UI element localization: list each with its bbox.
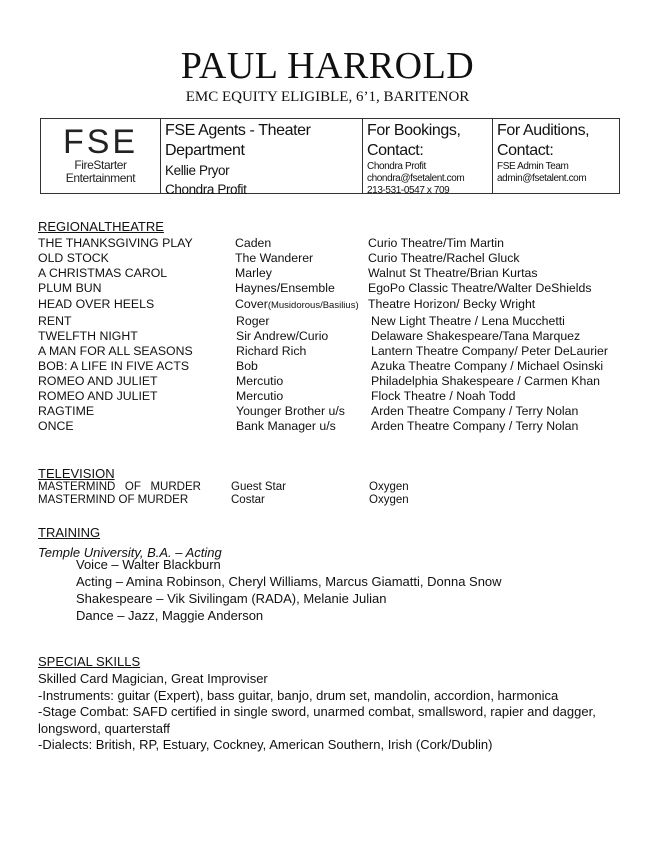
show-title: ROMEO AND JULIET <box>38 374 158 388</box>
role: Guest Star <box>231 481 286 493</box>
show-title: BOB: A LIFE IN FIVE ACTS <box>38 359 190 373</box>
network: Oxygen <box>369 494 409 506</box>
role-name: The Wanderer <box>235 251 314 265</box>
company-director: Philadelphia Shakespeare / Carmen Khan <box>371 374 601 388</box>
company-director: Flock Theatre / Noah Todd <box>371 389 516 403</box>
show-title: TWELFTH NIGHT <box>38 329 138 343</box>
role <box>235 281 335 295</box>
table-row <box>0 297 655 312</box>
bookings-cell <box>363 119 493 196</box>
role <box>236 359 258 373</box>
auditions-title: For Auditions, Contact: <box>497 122 590 159</box>
role <box>236 314 270 328</box>
table-row <box>0 314 655 329</box>
role <box>236 344 306 358</box>
auditions-name: FSE Admin Team <box>497 161 569 172</box>
training-item: Dance – Jazz, Maggie Anderson <box>76 608 264 623</box>
network: Oxygen <box>369 481 409 493</box>
show-title: RAGTIME <box>38 404 95 418</box>
show-title: THE THANKSGIVING PLAY <box>38 236 193 250</box>
training-item: Acting – Amina Robinson, Cheryl Williams, Marcus Giamatti, Donna Snow <box>76 574 502 589</box>
table-row <box>0 266 655 281</box>
role: Costar <box>231 494 265 506</box>
role-name: Mercutio <box>236 374 284 388</box>
auditions-email[interactable]: admin@fsetalent.com <box>497 173 587 184</box>
role <box>235 251 313 265</box>
agents-cell <box>161 119 363 197</box>
role-name: Younger Brother u/s <box>236 404 345 418</box>
show-title: OLD STOCK <box>38 251 109 265</box>
company-director: Walnut St Theatre/Brian Kurtas <box>368 266 538 280</box>
role <box>236 374 283 388</box>
company-director: Curio Theatre/Tim Martin <box>368 236 504 250</box>
skill-line: Skilled Card Magician, Great Improviser <box>38 671 268 686</box>
actor-name: PAUL HARROLD <box>180 45 475 87</box>
role-name: Richard Rich <box>236 344 307 358</box>
table-row <box>0 281 655 296</box>
role <box>236 329 328 343</box>
company-director: EgoPo Classic Theatre/Walter DeShields <box>368 281 592 295</box>
role <box>236 419 336 433</box>
company-director: Curio Theatre/Rachel Gluck <box>368 251 520 265</box>
company-director: Arden Theatre Company / Terry Nolan <box>371 419 579 433</box>
show-title: RENT <box>38 314 72 328</box>
table-row <box>0 374 655 389</box>
table-row <box>0 389 655 404</box>
logo-line: FireStarter <box>74 158 127 172</box>
company-director: Theatre Horizon/ Becky Wright <box>368 297 536 311</box>
bookings-phone: 213-531-0547 x 709 <box>367 185 450 196</box>
dept-title: FSE Agents - Theater Department <box>165 122 311 159</box>
role-name: Marley <box>235 266 272 280</box>
fse-logo <box>41 119 161 193</box>
table-row <box>0 329 655 344</box>
actor-subtitle: EMC EQUITY ELIGIBLE, 6’1, BARITENOR <box>185 89 470 105</box>
role-name: Sir Andrew/Curio <box>236 329 329 343</box>
agency-box <box>40 118 620 197</box>
company-director: Azuka Theatre Company / Michael Osinski <box>371 359 604 373</box>
table-row <box>0 236 655 251</box>
training-item: Voice – Walter Blackburn <box>76 557 221 572</box>
role-name: Bob <box>236 359 258 373</box>
bookings-title: For Bookings, Contact: <box>367 122 461 159</box>
show-title: MASTERMIND OF MURDER <box>38 494 189 506</box>
show-title: MASTERMIND OF MURDER <box>38 481 201 493</box>
television-heading: TELEVISION <box>38 466 115 481</box>
show-title: A MAN FOR ALL SEASONS <box>38 344 193 358</box>
role <box>236 389 283 403</box>
skills-heading: SPECIAL SKILLS <box>38 654 141 669</box>
training-item: Shakespeare – Vik Sivilingam (RADA), Melanie Julian <box>76 591 387 606</box>
logo-text: FSE <box>62 123 139 161</box>
role <box>235 297 359 311</box>
show-title: ROMEO AND JULIET <box>38 389 158 403</box>
table-row <box>0 494 655 509</box>
table-row <box>0 344 655 359</box>
show-title: A CHRISTMAS CAROL <box>38 266 168 280</box>
regional-heading: REGIONALTHEATRE <box>38 219 164 234</box>
role-name: Mercutio <box>236 389 284 403</box>
table-row <box>0 251 655 266</box>
company-director: New Light Theatre / Lena Mucchetti <box>371 314 565 328</box>
table-row <box>0 359 655 374</box>
skill-line: -Instruments: guitar (Expert), bass guitar, banjo, drum set, mandolin, accordion, harmonica <box>38 687 559 703</box>
training-school: Temple University, B.A. – Acting <box>38 545 222 560</box>
skill-line: -Stage Combat: SAFD certified in single sword, unarmed combat, smallsword, rapier and dagger, <box>38 704 596 719</box>
role-name: Haynes/Ensemble <box>235 281 335 295</box>
bookings-email[interactable]: chondra@fsetalent.com <box>367 173 465 184</box>
role-name: Roger <box>236 314 270 328</box>
company-director: Lantern Theatre Company/ Peter DeLaurier <box>371 344 608 358</box>
bookings-name: Chondra Profit <box>367 161 426 172</box>
role <box>235 266 272 280</box>
role <box>235 236 271 250</box>
table-row <box>0 419 655 434</box>
company-director: Arden Theatre Company / Terry Nolan <box>371 404 579 418</box>
role-note: (Musidorous/Basilius) <box>267 300 359 311</box>
auditions-cell <box>493 119 619 193</box>
show-title: HEAD OVER HEELS <box>38 297 155 311</box>
training-heading: TRAINING <box>38 525 101 540</box>
skill-line: -Dialects: British, RP, Estuary, Cockney, American Southern, Irish (Cork/Dublin) <box>38 737 493 752</box>
agent-name: Chondra Profit <box>165 182 247 197</box>
role-name: Bank Manager u/s <box>236 419 336 433</box>
table-row <box>0 404 655 419</box>
show-title: PLUM BUN <box>38 281 102 295</box>
skill-line: longsword, quarterstaff <box>38 720 170 736</box>
role-name: Caden <box>235 236 272 250</box>
logo-line: Entertainment <box>65 171 136 185</box>
company-director: Delaware Shakespeare/Tana Marquez <box>371 329 581 343</box>
show-title: ONCE <box>38 419 74 433</box>
role-name: Cover <box>235 297 268 311</box>
role <box>236 404 345 418</box>
agent-name: Kellie Pryor <box>165 163 230 178</box>
